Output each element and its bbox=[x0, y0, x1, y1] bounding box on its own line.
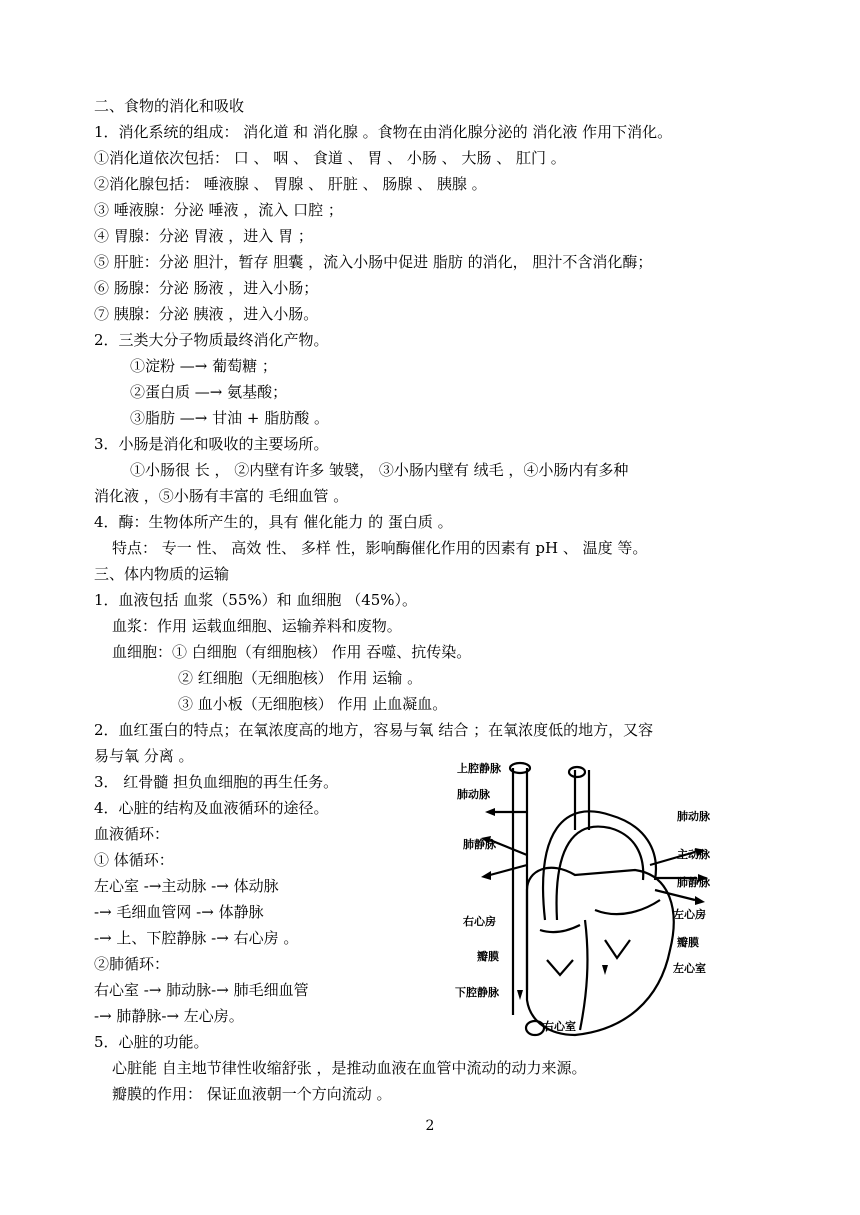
text-line: ①淀粉 —→ 葡萄糖 ； bbox=[130, 357, 277, 375]
label-valve-left: 瓣膜 bbox=[477, 950, 499, 963]
text-line: 瓣膜的作用： 保证血液朝一个方向流动 。 bbox=[112, 1085, 392, 1103]
text-line: 3．小肠是消化和吸收的主要场所。 bbox=[94, 435, 329, 453]
text-line: 2．三类大分子物质最终消化产物。 bbox=[94, 331, 329, 349]
text-line: ⑥ 肠腺：分泌 肠液 ，进入小肠； bbox=[94, 279, 319, 297]
text-line: -→ 上、下腔静脉 -→ 右心房 。 bbox=[94, 929, 299, 947]
text-line: 血浆：作用 运载血细胞、运输养料和废物。 bbox=[112, 617, 402, 635]
text-line: 2．血红蛋白的特点；在氧浓度高的地方，容易与氧 结合 ；在氧浓度低的地方，又容 bbox=[94, 721, 654, 739]
label-pulmonary-vein-left: 肺静脉 bbox=[463, 838, 496, 851]
text-line: ①消化道依次包括： 口 、 咽 、 食道 、 胃 、 小肠 、 大肠 、 肛门 。 bbox=[94, 149, 566, 167]
label-valve-right: 瓣膜 bbox=[677, 936, 699, 949]
text-line: ②肺循环： bbox=[94, 955, 170, 973]
label-pulmonary-vein-right: 肺静脉 bbox=[677, 876, 710, 889]
label-right-atrium: 右心房 bbox=[463, 915, 496, 928]
text-line: -→ 毛细血管网 -→ 体静脉 bbox=[94, 903, 264, 921]
text-line: 4．酶：生物体所产生的，具有 催化能力 的 蛋白质 。 bbox=[94, 513, 453, 531]
text-line: ① 体循环： bbox=[94, 851, 174, 869]
text-line: ②消化腺包括： 唾液腺 、 胃腺 、 肝脏 、 肠腺 、 胰腺 。 bbox=[94, 175, 487, 193]
text-line: ④ 胃腺：分泌 胃液 ，进入 胃 ； bbox=[94, 227, 313, 245]
label-inferior-vena-cava: 下腔静脉 bbox=[455, 986, 499, 999]
text-line: 消化液 ，⑤小肠有丰富的 毛细血管 。 bbox=[94, 487, 349, 505]
text-line: 特点： 专一 性、 高效 性、 多样 性，影响酶催化作用的因素有 pH 、 温度 等。 bbox=[112, 539, 648, 557]
page-number: 2 bbox=[425, 1118, 435, 1134]
text-line: 5．心脏的功能。 bbox=[94, 1033, 209, 1051]
label-left-atrium: 左心房 bbox=[673, 908, 706, 921]
label-pulmonary-artery-left: 肺动脉 bbox=[457, 788, 490, 801]
label-pulmonary-artery-right: 肺动脉 bbox=[677, 810, 710, 823]
label-right-ventricle: 右心室 bbox=[543, 1020, 576, 1033]
text-line: 左心室 -→主动脉 -→ 体动脉 bbox=[94, 877, 279, 895]
label-superior-vena-cava: 上腔静脉 bbox=[457, 762, 501, 775]
text-line: 1．血液包括 血浆（55%）和 血细胞 （45%）。 bbox=[94, 591, 418, 609]
text-line: ①小肠很 长 ， ②内壁有许多 皱襞， ③小肠内壁有 绒毛 ，④小肠内有多种 bbox=[130, 461, 629, 479]
section-heading-transport: 三、体内物质的运输 bbox=[94, 565, 230, 583]
label-left-ventricle: 左心室 bbox=[673, 962, 706, 975]
section-heading-digestion: 二、食物的消化和吸收 bbox=[94, 97, 245, 115]
text-line: ③ 血小板（无细胞核） 作用 止血凝血。 bbox=[178, 695, 448, 713]
text-line: 右心室 -→ 肺动脉-→ 肺毛细血管 bbox=[94, 981, 309, 999]
text-line: 血液循环： bbox=[94, 825, 170, 843]
label-aorta: 主动脉 bbox=[677, 848, 710, 861]
text-line: 心脏能 自主地节律性收缩舒张 ，是推动血液在血管中流动的动力来源。 bbox=[112, 1059, 587, 1077]
text-line: ②蛋白质 —→ 氨基酸； bbox=[130, 383, 288, 401]
text-line: 血细胞：① 白细胞（有细胞核） 作用 吞噬、抗传染。 bbox=[112, 643, 472, 661]
text-line: ② 红细胞（无细胞核） 作用 运输 。 bbox=[178, 669, 423, 687]
text-line: ③脂肪 —→ 甘油 + 脂肪酸 。 bbox=[130, 409, 329, 427]
text-line: ⑤ 肝脏：分泌 胆汁，暂存 胆囊 ，流入小肠中促进 脂肪 的消化， 胆汁不含消化酶； bbox=[94, 253, 653, 271]
text-line: -→ 肺静脉-→ 左心房。 bbox=[94, 1007, 244, 1025]
text-line: 易与氧 分离 。 bbox=[94, 747, 194, 765]
text-line: ③ 唾液腺：分泌 唾液 ，流入 口腔 ； bbox=[94, 201, 343, 219]
text-line: 1．消化系统的组成： 消化道 和 消化腺 。食物在由消化腺分泌的 消化液 作用下消化。 bbox=[94, 123, 673, 141]
text-line: 4．心脏的结构及血液循环的途径。 bbox=[94, 799, 329, 817]
text-line: ⑦ 胰腺：分泌 胰液 ，进入小肠。 bbox=[94, 305, 319, 323]
text-line: 3． 红骨髓 担负血细胞的再生任务。 bbox=[94, 773, 339, 791]
heart-diagram bbox=[455, 760, 720, 1042]
